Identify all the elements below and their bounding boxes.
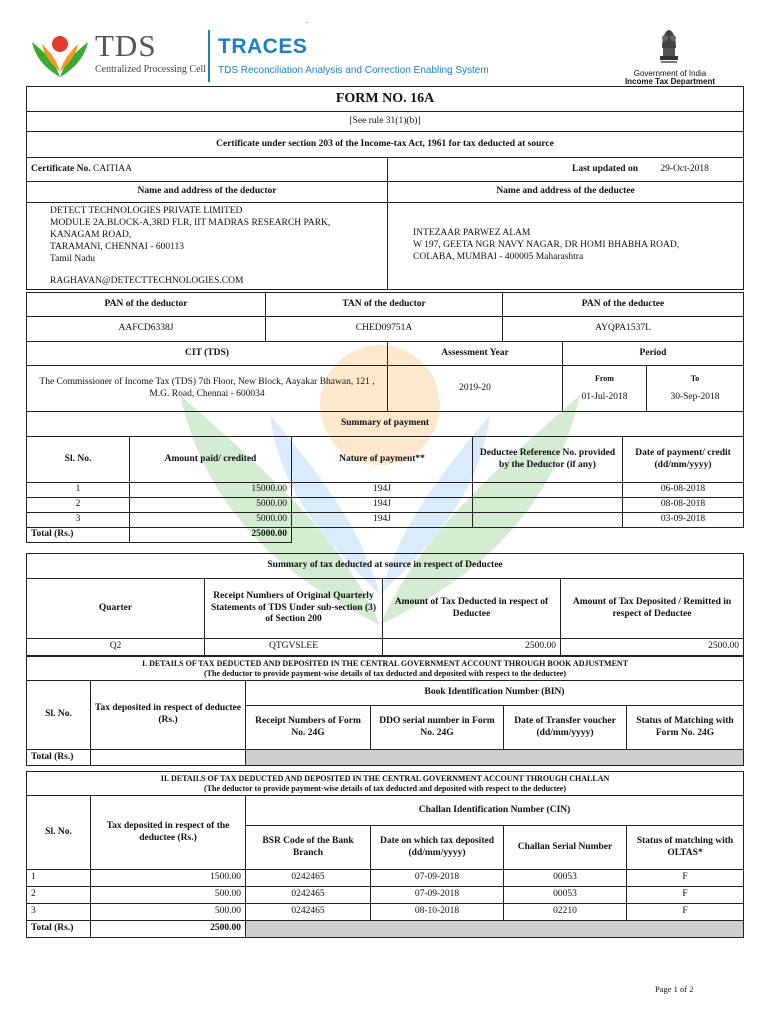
bsr-cell: 0242465 xyxy=(246,887,371,904)
period-to-value: 30-Sep-2018 xyxy=(670,391,720,402)
column-header: Deductee Reference No. provided by the Deductor (if any) xyxy=(473,437,623,483)
tax-deducted-cell: 2500.00 xyxy=(383,639,561,656)
challan-serial-cell: 00053 xyxy=(504,887,627,904)
sl-no-cell: 3 xyxy=(27,513,130,528)
page-header: . TDS Centralized Processing Cell TRACES TDS Reconciliation Analysis and Correction Enabling System Government of India Income Tax Department xyxy=(0,0,768,86)
pan-tan-table xyxy=(26,292,744,342)
challan-title: II. DETAILS OF TAX DEDUCTED AND DEPOSITED IN THE CENTRAL GOVERNMENT ACCOUNT THROUGH CHALLAN xyxy=(160,773,610,783)
challan-note: (The deductor to provide payment-wise details of tax deducted and deposited with respect to the deductee) xyxy=(204,783,566,793)
assessment-year-value: 2019-20 xyxy=(388,366,563,412)
period-from-value: 01-Jul-2018 xyxy=(581,391,628,402)
deductee-address-line: COLABA, MUMBAI - 400005 Maharashtra xyxy=(413,252,584,263)
deductee-address-line: INTEZAAR PARWEZ ALAM xyxy=(413,228,531,239)
tax-cell: 500.00 xyxy=(91,904,246,921)
book-adjustment-title: I. DETAILS OF TAX DEDUCTED AND DEPOSITED IN THE CENTRAL GOVERNMENT ACCOUNT THROUGH BOOK ADJUSTMENT xyxy=(141,658,629,668)
payment-summary-table xyxy=(26,411,744,543)
nature-cell: 194J xyxy=(292,498,473,513)
last-updated-cell xyxy=(388,158,744,182)
bsr-cell: 0242465 xyxy=(246,904,371,921)
cit-period-table xyxy=(26,341,744,412)
deductor-address-line: Tamil Nadu xyxy=(50,253,95,264)
total-row xyxy=(27,750,744,766)
amount-cell: 5000.00 xyxy=(130,513,292,528)
nature-cell: 194J xyxy=(292,513,473,528)
challan-title-cell xyxy=(27,772,744,796)
total-value: 2500.00 xyxy=(91,921,246,938)
total-row xyxy=(27,921,744,938)
deductor-address-line: TARAMANI, CHENNAI - 600113 xyxy=(50,241,184,252)
date-cell: 06-08-2018 xyxy=(623,483,744,498)
quarter-cell: Q2 xyxy=(27,639,205,656)
total-value: 25000.00 xyxy=(130,528,292,543)
column-header: Sl. No. xyxy=(27,437,130,483)
status-cell: F xyxy=(627,904,744,921)
last-updated-label: Last updated on xyxy=(572,163,638,174)
tax-summary-title: Summary of tax deducted at source in respect of Deductee xyxy=(27,554,744,579)
traces-title: TRACES xyxy=(218,35,308,58)
cit-header: CIT (TDS) xyxy=(27,342,388,366)
cin-header: Challan Identification Number (CIN) xyxy=(246,796,744,826)
deductor-name-header: Name and address of the deductor xyxy=(27,182,388,203)
national-emblem-icon xyxy=(654,26,684,66)
table-row xyxy=(27,513,744,528)
challan-serial-cell: 00053 xyxy=(504,870,627,887)
period-from-cell xyxy=(563,366,647,412)
income-tax-department-label: Income Tax Department xyxy=(624,77,716,86)
column-header: Amount of Tax Deducted in respect of Deductee xyxy=(383,579,561,639)
total-label: Total (Rs.) xyxy=(27,921,91,938)
tax-deposited-header: Tax deposited in respect of deductee (Rs.) xyxy=(91,681,246,750)
reference-cell xyxy=(473,498,623,513)
status-cell: F xyxy=(627,870,744,887)
sl-no-cell: 2 xyxy=(27,887,91,904)
column-header: Quarter xyxy=(27,579,205,639)
column-header: Date of payment/ credit (dd/mm/yyyy) xyxy=(623,437,744,483)
traces-subtitle: TDS Reconciliation Analysis and Correction Enabling System xyxy=(218,65,489,76)
amount-cell: 5000.00 xyxy=(130,498,292,513)
column-header: Status of Matching with Form No. 24G xyxy=(627,706,744,750)
deductee-address-line: W 197, GEETA NGR NAVY NAGAR, DR HOMI BHABHA ROAD, xyxy=(413,240,680,251)
sl-no-cell: 2 xyxy=(27,498,130,513)
status-cell: F xyxy=(627,887,744,904)
header-divider xyxy=(208,30,210,82)
column-header: BSR Code of the Bank Branch xyxy=(246,826,371,870)
column-header: Date on which tax deposited (dd/mm/yyyy) xyxy=(371,826,504,870)
table-row xyxy=(27,904,744,921)
column-header: Receipt Numbers of Original Quarterly Statements of TDS Under sub-section (3) of Section 200 xyxy=(205,579,383,639)
deductor-address-line: MODULE 2A,BLOCK-A,3RD FLR, IIT MADRAS RESEARCH PARK, xyxy=(50,217,331,228)
receipt-cell: QTGVSLEE xyxy=(205,639,383,656)
tds-logo-text: TDS xyxy=(95,28,157,63)
reference-cell xyxy=(473,483,623,498)
amount-cell: 15000.00 xyxy=(130,483,292,498)
deductee-name-header: Name and address of the deductee xyxy=(388,182,744,203)
pan-deductee-value: AYQPA1537L xyxy=(503,317,744,342)
total-label: Total (Rs.) xyxy=(27,528,130,543)
column-header: Amount of Tax Deposited / Remitted in respect of Deductee xyxy=(561,579,744,639)
tax-summary-table xyxy=(26,553,744,656)
period-header: Period xyxy=(563,342,744,366)
total-label: Total (Rs.) xyxy=(27,750,91,766)
period-from-label: From xyxy=(595,373,614,383)
certificate-number-cell xyxy=(27,158,388,182)
book-adjustment-note: (The deductor to provide payment-wise details of tax deducted and deposited with respect to the deductee) xyxy=(204,668,566,678)
total-value xyxy=(91,750,246,766)
column-header: Nature of payment** xyxy=(292,437,473,483)
certificate-number-value: CAITIAA xyxy=(92,163,133,174)
table-row xyxy=(27,498,744,513)
pan-deductor-header: PAN of the deductor xyxy=(27,293,266,317)
deductor-address-line: DETECT TECHNOLOGIES PRIVATE LIMITED xyxy=(50,206,243,216)
sl-no-header: Sl. No. xyxy=(27,796,91,870)
certificate-info-table xyxy=(26,86,744,290)
page-number: Page 1 of 2 xyxy=(655,984,694,994)
column-header: Date of Transfer voucher (dd/mm/yyyy) xyxy=(504,706,627,750)
bin-header: Book Identification Number (BIN) xyxy=(246,681,744,706)
form-title: FORM NO. 16A xyxy=(27,87,744,112)
column-header: Challan Serial Number xyxy=(504,826,627,870)
tax-cell: 1500.00 xyxy=(91,870,246,887)
payment-summary-title: Summary of payment xyxy=(27,412,744,437)
deductor-address xyxy=(27,203,388,290)
tax-cell: 500.00 xyxy=(91,887,246,904)
tds-subtitle: Centralized Processing Cell xyxy=(95,64,207,75)
pan-deductee-header: PAN of the deductee xyxy=(503,293,744,317)
shaded-cell xyxy=(246,921,744,938)
tds-logo-icon xyxy=(30,30,90,80)
challan-table xyxy=(26,771,744,938)
tan-deductor-value: CHED09751A xyxy=(266,317,503,342)
pan-deductor-value: AAFCD6338J xyxy=(27,317,266,342)
cit-address: The Commissioner of Income Tax (TDS) 7th Floor, New Block, Aayakar Bhawan, 121 , M.G. Road, Chennai - 600034 xyxy=(27,366,388,412)
date-cell: 08-08-2018 xyxy=(623,498,744,513)
date-cell: 08-10-2018 xyxy=(371,904,504,921)
period-to-label: To xyxy=(690,373,700,383)
column-header: Amount paid/ credited xyxy=(130,437,292,483)
book-adjustment-title-cell xyxy=(27,657,744,681)
column-header: Receipt Numbers of Form No. 24G xyxy=(246,706,371,750)
last-updated-value: 29-Oct-2018 xyxy=(660,163,709,174)
table-row xyxy=(27,887,744,904)
shaded-cell xyxy=(246,750,744,766)
book-adjustment-table xyxy=(26,656,744,766)
certificate-number-label: Certificate No. xyxy=(31,163,91,174)
table-row xyxy=(27,870,744,887)
tan-deductor-header: TAN of the deductor xyxy=(266,293,503,317)
sl-no-cell: 1 xyxy=(27,483,130,498)
assessment-year-header: Assessment Year xyxy=(388,342,563,366)
sl-no-cell: 1 xyxy=(27,870,91,887)
sl-no-header: Sl. No. xyxy=(27,681,91,750)
deductor-address-line: KANAGAM ROAD, xyxy=(50,229,132,240)
column-header: Status of matching with OLTAS* xyxy=(627,826,744,870)
column-header: DDO serial number in Form No. 24G xyxy=(371,706,504,750)
nature-cell: 194J xyxy=(292,483,473,498)
date-cell: 03-09-2018 xyxy=(623,513,744,528)
period-to-cell xyxy=(647,366,744,412)
government-of-india-label: Government of India xyxy=(633,69,707,78)
reference-cell xyxy=(473,513,623,528)
tax-deposited-header: Tax deposited in respect of the deductee (Rs.) xyxy=(91,796,246,870)
form-subtitle: Certificate under section 203 of the Income-tax Act, 1961 for tax deducted at source xyxy=(27,132,744,158)
total-row xyxy=(27,528,744,543)
table-row xyxy=(27,483,744,498)
bsr-cell: 0242465 xyxy=(246,870,371,887)
form-rule: [See rule 31(1)(b)] xyxy=(27,112,744,132)
deductor-email: RAGHAVAN@DETECTTECHNOLOGIES.COM xyxy=(50,276,244,287)
date-cell: 07-09-2018 xyxy=(371,887,504,904)
tax-deposited-cell: 2500.00 xyxy=(561,639,744,656)
deductee-address xyxy=(388,203,744,290)
sl-no-cell: 3 xyxy=(27,904,91,921)
date-cell: 07-09-2018 xyxy=(371,870,504,887)
table-row xyxy=(27,639,744,656)
challan-serial-cell: 02210 xyxy=(504,904,627,921)
